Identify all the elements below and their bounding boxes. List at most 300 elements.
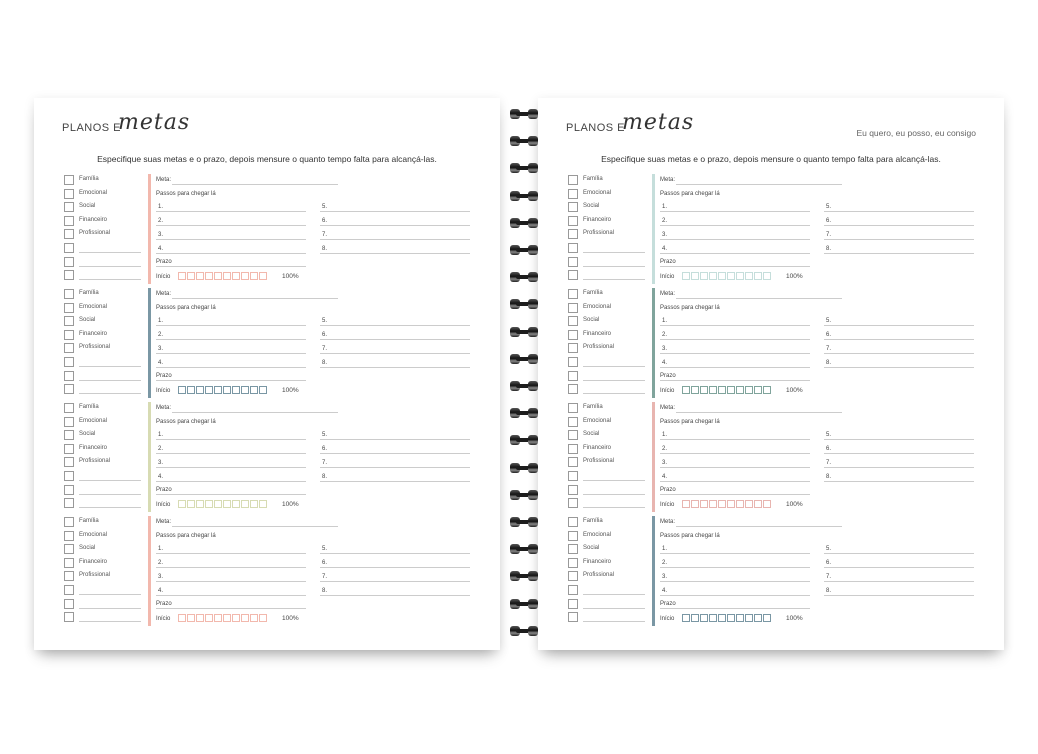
step-line[interactable] — [156, 253, 306, 254]
progress-box[interactable] — [682, 272, 690, 280]
category-checkbox[interactable] — [568, 316, 578, 326]
step-line[interactable] — [156, 353, 306, 354]
spiral-ring — [512, 406, 536, 420]
progress-box[interactable] — [745, 386, 753, 394]
progress-box[interactable] — [682, 500, 690, 508]
progress-box[interactable] — [691, 272, 699, 280]
progress-box[interactable] — [178, 500, 186, 508]
deadline-line[interactable] — [156, 380, 306, 381]
progress-box[interactable] — [736, 272, 744, 280]
progress-box[interactable] — [223, 500, 231, 508]
step-number: 2. — [662, 332, 668, 338]
progress-box[interactable] — [763, 500, 771, 508]
category-checkbox[interactable] — [568, 243, 578, 253]
ring-loop-right — [528, 136, 538, 146]
header-prefix: PLANOS E — [566, 122, 626, 134]
category-checkbox[interactable] — [64, 571, 74, 581]
category-label: Financeiro — [583, 558, 612, 565]
category-row — [568, 416, 648, 428]
category-checkbox[interactable] — [568, 202, 578, 212]
step-number: 8. — [826, 588, 832, 594]
category-checkbox[interactable] — [64, 330, 74, 340]
goal-block — [62, 516, 474, 626]
progress-box[interactable] — [682, 614, 690, 622]
step-number: 6. — [826, 332, 832, 338]
progress-box[interactable] — [196, 272, 204, 280]
spiral-ring — [512, 297, 536, 311]
progress-tracker — [682, 500, 772, 509]
spiral-ring — [512, 461, 536, 475]
step-line[interactable] — [824, 481, 974, 482]
step-line[interactable] — [156, 239, 306, 240]
category-checkbox[interactable] — [64, 544, 74, 554]
step-line[interactable] — [156, 553, 306, 554]
category-checkbox[interactable] — [64, 471, 74, 481]
step-line[interactable] — [660, 467, 810, 468]
category-checkbox[interactable] — [64, 585, 74, 595]
custom-category-line — [79, 494, 141, 495]
spiral-ring — [512, 488, 536, 502]
category-checkbox[interactable] — [568, 229, 578, 239]
category-checkbox[interactable] — [64, 444, 74, 454]
progress-box[interactable] — [232, 500, 240, 508]
step-line[interactable] — [824, 453, 974, 454]
category-checkbox[interactable] — [64, 189, 74, 199]
progress-box[interactable] — [205, 272, 213, 280]
step-line[interactable] — [320, 339, 470, 340]
progress-box[interactable] — [241, 272, 249, 280]
progress-box[interactable] — [223, 272, 231, 280]
step-line[interactable] — [660, 211, 810, 212]
custom-category-row — [64, 497, 144, 509]
category-checkbox[interactable] — [568, 485, 578, 495]
step-line[interactable] — [660, 553, 810, 554]
progress-box[interactable] — [763, 272, 771, 280]
color-accent-bar — [652, 516, 655, 626]
progress-box[interactable] — [178, 386, 186, 394]
progress-box[interactable] — [232, 386, 240, 394]
step-line[interactable] — [824, 225, 974, 226]
custom-category-line — [79, 279, 141, 280]
step-line[interactable] — [320, 239, 470, 240]
category-label: Profissional — [79, 572, 111, 579]
progress-box[interactable] — [241, 386, 249, 394]
step-line[interactable] — [660, 225, 810, 226]
category-checkbox[interactable] — [568, 430, 578, 440]
step-line[interactable] — [156, 481, 306, 482]
progress-box[interactable] — [727, 386, 735, 394]
progress-box[interactable] — [223, 614, 231, 622]
meta-line[interactable] — [676, 412, 842, 413]
category-checkbox[interactable] — [568, 544, 578, 554]
meta-line[interactable] — [676, 526, 842, 527]
custom-category-line — [79, 252, 141, 253]
category-checkbox[interactable] — [64, 417, 74, 427]
category-checkbox[interactable] — [64, 371, 74, 381]
step-line[interactable] — [156, 595, 306, 596]
category-checkbox[interactable] — [64, 558, 74, 568]
step-line[interactable] — [660, 239, 810, 240]
deadline-line[interactable] — [660, 380, 810, 381]
progress-box[interactable] — [682, 386, 690, 394]
progress-box[interactable] — [727, 500, 735, 508]
category-label: Família — [79, 290, 99, 296]
step-line[interactable] — [660, 353, 810, 354]
step-line[interactable] — [824, 239, 974, 240]
step-line[interactable] — [660, 567, 810, 568]
progress-box[interactable] — [205, 500, 213, 508]
category-checkbox[interactable] — [64, 243, 74, 253]
progress-box[interactable] — [709, 614, 717, 622]
progress-box[interactable] — [214, 500, 222, 508]
category-checkbox[interactable] — [64, 457, 74, 467]
step-line[interactable] — [660, 581, 810, 582]
progress-box[interactable] — [250, 386, 258, 394]
progress-box[interactable] — [250, 272, 258, 280]
step-line[interactable] — [156, 567, 306, 568]
category-checkbox[interactable] — [568, 303, 578, 313]
step-line[interactable] — [320, 553, 470, 554]
step-number: 6. — [322, 332, 328, 338]
category-checkbox[interactable] — [568, 599, 578, 609]
step-line[interactable] — [660, 481, 810, 482]
category-checkbox[interactable] — [64, 517, 74, 527]
category-checkbox[interactable] — [64, 357, 74, 367]
step-line[interactable] — [660, 253, 810, 254]
category-checkbox[interactable] — [64, 289, 74, 299]
step-line[interactable] — [660, 453, 810, 454]
meta-line[interactable] — [172, 298, 338, 299]
color-accent-bar — [652, 174, 655, 284]
step-line[interactable] — [824, 439, 974, 440]
progress-box[interactable] — [736, 614, 744, 622]
category-checkbox[interactable] — [568, 612, 578, 622]
category-checkbox[interactable] — [568, 517, 578, 527]
deadline-line[interactable] — [660, 608, 810, 609]
step-line[interactable] — [320, 439, 470, 440]
step-line[interactable] — [320, 467, 470, 468]
category-checkbox[interactable] — [568, 384, 578, 394]
category-label: Social — [79, 203, 96, 210]
deadline-label: Prazo — [660, 487, 676, 493]
progress-box[interactable] — [259, 500, 267, 508]
progress-box[interactable] — [205, 614, 213, 622]
category-checkbox[interactable] — [64, 270, 74, 280]
step-number: 6. — [322, 446, 328, 452]
category-checkbox[interactable] — [568, 471, 578, 481]
category-row — [568, 530, 648, 542]
category-checkbox[interactable] — [568, 330, 578, 340]
progress-box[interactable] — [718, 500, 726, 508]
goal-block — [62, 402, 474, 512]
progress-box[interactable] — [205, 386, 213, 394]
step-number: 7. — [322, 232, 328, 238]
category-checkbox[interactable] — [64, 175, 74, 185]
deadline-line[interactable] — [156, 608, 306, 609]
progress-tracker — [682, 614, 772, 623]
step-number: 8. — [826, 246, 832, 252]
custom-category-row — [568, 470, 648, 482]
category-checkbox[interactable] — [568, 175, 578, 185]
progress-box[interactable] — [700, 500, 708, 508]
progress-box[interactable] — [232, 272, 240, 280]
progress-box[interactable] — [691, 500, 699, 508]
category-row — [64, 329, 144, 341]
spiral-ring — [512, 325, 536, 339]
progress-box[interactable] — [709, 500, 717, 508]
progress-box[interactable] — [736, 386, 744, 394]
step-line[interactable] — [824, 325, 974, 326]
category-label: Profissional — [79, 230, 111, 237]
progress-box[interactable] — [691, 614, 699, 622]
step-line[interactable] — [320, 595, 470, 596]
progress-box[interactable] — [745, 500, 753, 508]
progress-box[interactable] — [700, 614, 708, 622]
progress-box[interactable] — [727, 614, 735, 622]
progress-box[interactable] — [754, 500, 762, 508]
progress-box[interactable] — [700, 386, 708, 394]
step-number: 4. — [158, 588, 164, 594]
progress-tracker — [682, 386, 772, 395]
progress-box[interactable] — [754, 614, 762, 622]
step-line[interactable] — [320, 567, 470, 568]
category-checkbox[interactable] — [64, 257, 74, 267]
category-checkbox[interactable] — [568, 371, 578, 381]
meta-line[interactable] — [172, 412, 338, 413]
ring-loop-right — [528, 408, 538, 418]
category-label: Financeiro — [583, 216, 612, 223]
step-line[interactable] — [320, 211, 470, 212]
progress-box[interactable] — [700, 272, 708, 280]
step-line[interactable] — [156, 439, 306, 440]
meta-line[interactable] — [676, 184, 842, 185]
step-line[interactable] — [320, 353, 470, 354]
start-label: Início — [156, 274, 171, 280]
progress-box[interactable] — [232, 614, 240, 622]
progress-box[interactable] — [259, 614, 267, 622]
category-checkbox[interactable] — [568, 571, 578, 581]
step-line[interactable] — [156, 581, 306, 582]
step-number: 8. — [826, 474, 832, 480]
progress-box[interactable] — [709, 386, 717, 394]
step-line[interactable] — [320, 225, 470, 226]
category-label: Financeiro — [583, 330, 612, 337]
category-checkbox[interactable] — [568, 216, 578, 226]
category-label: Social — [79, 545, 96, 552]
category-checkbox[interactable] — [568, 343, 578, 353]
step-number: 4. — [662, 588, 668, 594]
category-row — [64, 342, 144, 354]
step-line[interactable] — [320, 453, 470, 454]
step-line[interactable] — [320, 481, 470, 482]
deadline-line[interactable] — [660, 494, 810, 495]
progress-box[interactable] — [259, 386, 267, 394]
steps-label: Passos para chegar lá — [660, 191, 720, 197]
category-checkbox[interactable] — [568, 558, 578, 568]
goal-block — [566, 402, 978, 512]
progress-box[interactable] — [187, 500, 195, 508]
step-number: 1. — [662, 318, 668, 324]
step-line[interactable] — [824, 553, 974, 554]
custom-category-line — [79, 366, 141, 367]
category-checkbox[interactable] — [568, 457, 578, 467]
category-checkbox[interactable] — [64, 216, 74, 226]
custom-category-row — [568, 269, 648, 281]
step-line[interactable] — [660, 367, 810, 368]
step-line[interactable] — [824, 339, 974, 340]
progress-box[interactable] — [214, 614, 222, 622]
progress-box[interactable] — [718, 272, 726, 280]
category-checkbox[interactable] — [64, 430, 74, 440]
step-line[interactable] — [660, 325, 810, 326]
step-line[interactable] — [824, 581, 974, 582]
page-subtitle: Especifique suas metas e o prazo, depois mensure o quanto tempo falta para alcançá-las. — [97, 154, 437, 164]
step-line[interactable] — [156, 339, 306, 340]
category-checkbox[interactable] — [568, 444, 578, 454]
step-line[interactable] — [824, 567, 974, 568]
meta-line[interactable] — [172, 184, 338, 185]
step-line[interactable] — [320, 581, 470, 582]
step-line[interactable] — [824, 211, 974, 212]
progress-box[interactable] — [745, 614, 753, 622]
step-line[interactable] — [156, 225, 306, 226]
deadline-line[interactable] — [156, 494, 306, 495]
category-checkbox[interactable] — [64, 403, 74, 413]
category-checkbox[interactable] — [64, 612, 74, 622]
progress-box[interactable] — [718, 386, 726, 394]
progress-box[interactable] — [250, 500, 258, 508]
progress-box[interactable] — [745, 272, 753, 280]
category-checkbox[interactable] — [64, 599, 74, 609]
category-checkbox[interactable] — [568, 417, 578, 427]
category-checkbox[interactable] — [64, 202, 74, 212]
deadline-line[interactable] — [156, 266, 306, 267]
custom-category-row — [64, 269, 144, 281]
step-line[interactable] — [660, 439, 810, 440]
step-line[interactable] — [660, 595, 810, 596]
category-row — [64, 174, 144, 186]
step-line[interactable] — [156, 453, 306, 454]
progress-box[interactable] — [187, 272, 195, 280]
progress-box[interactable] — [241, 614, 249, 622]
progress-box[interactable] — [178, 614, 186, 622]
category-checkbox[interactable] — [64, 531, 74, 541]
progress-box[interactable] — [187, 614, 195, 622]
step-line[interactable] — [660, 339, 810, 340]
step-line[interactable] — [156, 211, 306, 212]
category-checkbox[interactable] — [64, 384, 74, 394]
header-script-title: metas — [118, 110, 191, 135]
custom-category-line — [79, 608, 141, 609]
step-line[interactable] — [156, 367, 306, 368]
progress-box[interactable] — [709, 272, 717, 280]
progress-box[interactable] — [259, 272, 267, 280]
category-row — [568, 570, 648, 582]
progress-box[interactable] — [214, 272, 222, 280]
step-line[interactable] — [824, 253, 974, 254]
progress-box[interactable] — [223, 386, 231, 394]
step-number: 3. — [662, 232, 668, 238]
step-line[interactable] — [824, 595, 974, 596]
category-checkbox[interactable] — [568, 531, 578, 541]
category-row — [568, 557, 648, 569]
step-number: 1. — [662, 432, 668, 438]
category-checkbox[interactable] — [568, 289, 578, 299]
step-line[interactable] — [320, 325, 470, 326]
spiral-ring — [512, 189, 536, 203]
category-checkbox[interactable] — [568, 270, 578, 280]
progress-box[interactable] — [763, 386, 771, 394]
custom-category-row — [64, 242, 144, 254]
category-checkbox[interactable] — [568, 189, 578, 199]
custom-category-row — [568, 497, 648, 509]
step-line[interactable] — [824, 467, 974, 468]
progress-box[interactable] — [727, 272, 735, 280]
step-number: 3. — [662, 460, 668, 466]
category-checkbox[interactable] — [568, 357, 578, 367]
custom-category-row — [568, 256, 648, 268]
progress-box[interactable] — [187, 386, 195, 394]
step-line[interactable] — [320, 253, 470, 254]
step-line[interactable] — [156, 467, 306, 468]
category-label: Financeiro — [583, 444, 612, 451]
category-checkbox[interactable] — [64, 303, 74, 313]
steps-label: Passos para chegar lá — [156, 419, 216, 425]
category-checkbox[interactable] — [568, 257, 578, 267]
progress-box[interactable] — [196, 614, 204, 622]
meta-line[interactable] — [676, 298, 842, 299]
category-label: Profissional — [583, 458, 615, 465]
step-number: 6. — [826, 560, 832, 566]
category-checkbox[interactable] — [64, 498, 74, 508]
meta-line[interactable] — [172, 526, 338, 527]
deadline-label: Prazo — [156, 487, 172, 493]
category-checkbox[interactable] — [568, 403, 578, 413]
custom-category-row — [568, 356, 648, 368]
deadline-label: Prazo — [156, 259, 172, 265]
category-checkbox[interactable] — [568, 585, 578, 595]
progress-box[interactable] — [691, 386, 699, 394]
progress-box[interactable] — [214, 386, 222, 394]
category-checkbox[interactable] — [64, 485, 74, 495]
custom-category-line — [583, 393, 645, 394]
category-checkbox[interactable] — [568, 498, 578, 508]
step-line[interactable] — [156, 325, 306, 326]
progress-box[interactable] — [736, 500, 744, 508]
spiral-ring — [512, 134, 536, 148]
progress-box[interactable] — [178, 272, 186, 280]
progress-box[interactable] — [754, 386, 762, 394]
category-row — [64, 402, 144, 414]
progress-box[interactable] — [718, 614, 726, 622]
step-line[interactable] — [824, 353, 974, 354]
category-checkbox[interactable] — [64, 229, 74, 239]
category-checkbox[interactable] — [64, 316, 74, 326]
meta-label: Meta: — [156, 177, 172, 183]
progress-box[interactable] — [241, 500, 249, 508]
step-line[interactable] — [824, 367, 974, 368]
progress-box[interactable] — [196, 500, 204, 508]
deadline-line[interactable] — [660, 266, 810, 267]
step-number: 6. — [826, 218, 832, 224]
category-checkbox[interactable] — [64, 343, 74, 353]
progress-box[interactable] — [763, 614, 771, 622]
progress-box[interactable] — [196, 386, 204, 394]
progress-box[interactable] — [754, 272, 762, 280]
step-number: 7. — [322, 574, 328, 580]
progress-box[interactable] — [250, 614, 258, 622]
step-line[interactable] — [320, 367, 470, 368]
